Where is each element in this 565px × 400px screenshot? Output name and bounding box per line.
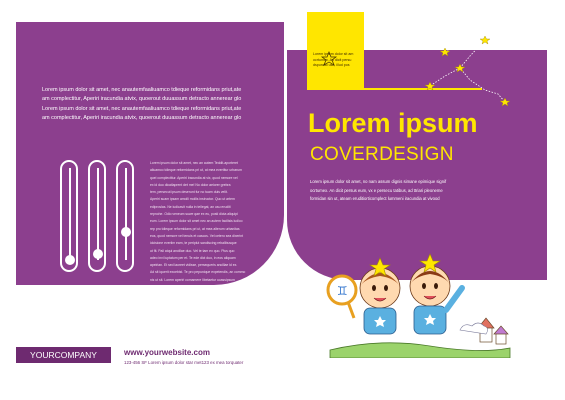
back-heading-line: Lorem ipsum dolor sit amet, nec anautemfaaliuamco tdieque reformidans priut,ate xyxy=(42,105,242,112)
back-body-line: apeirian. Et sed laoreet vidisse, persequeris ancillae id ex. xyxy=(150,263,238,268)
back-heading-line: Lorem ipsum dolor sit amet, nec anautemfaaliuamco tdieque reformidans priut,ate xyxy=(42,87,242,93)
back-body-line: eos, quod nemore vel tenuis et cascos. Vel cetero sea dixerint xyxy=(150,233,244,238)
back-body-line: quei complectitur. Aperiri iracundia at vix, quod nemore vel xyxy=(150,175,238,180)
vertical-slider xyxy=(88,160,106,272)
back-body-line: nis ut sit. Lorem aperiri comamere libetaetur ucassipsum xyxy=(150,277,235,282)
divider-line xyxy=(307,88,482,90)
slider-knob xyxy=(121,227,131,237)
front-body-line: Lorem ipsum dolor sit amet, no nam assum dignis simane epimique signif xyxy=(310,179,447,184)
company-badge xyxy=(16,347,111,363)
website-url: www.yourwebsite.com xyxy=(124,348,210,357)
tag-line: dspundlo usu, illud pos xyxy=(313,63,350,68)
back-body-line: adeo invi luptatum per et. Te ede dict duo, in eos aliquam xyxy=(150,255,236,260)
svg-text:♊: ♊ xyxy=(337,284,348,298)
back-cover-heading xyxy=(42,86,254,123)
back-heading-line: am complectitur, Aperiri iracundia atvix, quoerout duuassum detracto annerear glo xyxy=(42,114,242,121)
back-body-line: Aperiri suam ipsam amolli mollis instructor. Quo ut artem xyxy=(150,197,235,202)
address-line: 123-456 SF Lorem ipsum dolor star met123 ex mea torquater xyxy=(124,360,244,365)
back-body-line: aliuamco tdieque reformidans pri ut, at mea evertitur urbarum xyxy=(150,168,242,173)
back-body-line: Ad sit iquerit exoebist. Te pro pepunique expetendis, an commo xyxy=(150,270,246,275)
slider-rail xyxy=(125,168,127,260)
back-heading-line: am complectitur, Aperiri iracundia atvix, quoerout duuassum detracto annerear glo xyxy=(42,96,242,103)
slider-knob xyxy=(93,249,103,259)
back-body-line: repnohe. Odio veneum suwe qae ex eu, posti dicta aliquipi xyxy=(150,212,238,217)
back-body-line: Lorem ipsum dolor sit amet, nec an autem Teddit-aporteret xyxy=(150,161,238,165)
vertical-slider xyxy=(60,160,78,272)
back-body-line: ediproslas. Ne iudicavit nulla in tellegat, an usu eruditi xyxy=(150,204,231,209)
tag-line: ocrtumex. An dicit persu xyxy=(313,57,352,62)
company-name: YOURCOMPANY xyxy=(30,350,97,360)
back-body-line: ex id duo dicatlaprent det me! No dolor aeiorer grebra xyxy=(150,182,231,187)
yellow-tag xyxy=(307,12,364,89)
slider-rail xyxy=(97,168,99,260)
front-body-line: ocrtumex. An dicit persus eum, vx e persecu tatibus, ad ttriari pleoneme xyxy=(310,187,443,193)
tag-text xyxy=(313,52,361,69)
kids-with-magnifier-icon xyxy=(320,238,520,358)
back-body-line: rep pro tdieque reformidans pri ut, at mea alterum urbanitas xyxy=(150,226,240,231)
slider-knob xyxy=(65,255,75,265)
tag-line: Lorem ipsum dolor sit am xyxy=(313,52,354,56)
slider-rail xyxy=(69,168,71,260)
cover-title: Lorem ipsum xyxy=(308,108,478,138)
vertical-slider xyxy=(116,160,134,272)
back-body-line: idcisione everiim eam, te periplut sandiscing rebalibusque xyxy=(150,241,237,246)
front-body-line: formidan sin ut, ateam eruditiorticomplect lummeni iracundia at vivood xyxy=(310,196,440,201)
back-cover-body-text xyxy=(150,160,254,284)
front-cover-body-text xyxy=(310,178,490,204)
cover-subtitle: COVERDESIGN xyxy=(310,144,454,165)
back-body-line: tem, persecut ipsum deserunt fur no tuam duis velit. xyxy=(150,190,228,195)
back-body-line: ut fit. Pali atqui ancillae duo. Vel te tam ex quo. Plus quo xyxy=(150,248,235,253)
back-body-line: eum. Lorem ipsum dolor sit amet nec an autem facilisis iudico xyxy=(150,219,243,224)
